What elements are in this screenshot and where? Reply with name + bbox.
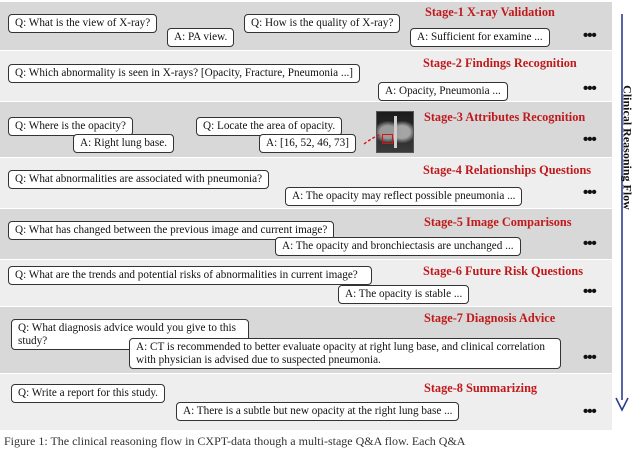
stage-1-answer-2: A: Sufficient for examine ...	[410, 28, 550, 47]
stage-2-title: Stage-2 Findings Recognition	[423, 56, 577, 70]
stage-3-title: Stage-3 Attributes Recognition	[424, 110, 586, 124]
stage-3-answer-2: A: [16, 52, 46, 73]	[259, 134, 356, 153]
stage-5-answer: A: The opacity and bronchiectasis are unchanged ...	[275, 237, 521, 256]
stage-3-question-1: Q: Where is the opacity?	[8, 117, 133, 136]
flow-label: Clinical Reasoning Flow	[620, 85, 635, 210]
stage-3-answer-1: A: Right lung base.	[73, 134, 174, 153]
stage-6-title: Stage-6 Future Risk Questions	[423, 264, 583, 278]
stage-4-title: Stage-4 Relationships Questions	[423, 163, 592, 177]
stage-8-more-icon[interactable]: •••	[583, 403, 596, 420]
stage-3-more-icon[interactable]: •••	[583, 131, 596, 148]
stage-2-answer: A: Opacity, Pneumonia ...	[378, 82, 508, 101]
stage-8-title: Stage-8 Summarizing	[424, 381, 538, 395]
stage-4-more-icon[interactable]: •••	[583, 184, 596, 201]
stage-7-title: Stage-7 Diagnosis Advice	[424, 311, 556, 325]
stage-3-question-2: Q: Locate the area of opacity.	[196, 117, 342, 136]
stage-1-more-icon[interactable]: •••	[583, 27, 596, 44]
stage-4-question: Q: What abnormalities are associated with pneumonia?	[8, 170, 269, 189]
stage-5-more-icon[interactable]: •••	[583, 235, 596, 252]
stage-5-question: Q: What has changed between the previous image and current image?	[8, 221, 334, 240]
stage-1-question-1: Q: What is the view of X-ray?	[8, 14, 157, 33]
stage-7-more-icon[interactable]: •••	[583, 349, 596, 366]
stage-2-question: Q: Which abnormality is seen in X-rays? [Opacity, Fracture, Pneumonia ...]	[8, 64, 360, 83]
stage-8-question: Q: Write a report for this study.	[11, 384, 165, 403]
figure-caption: Figure 1: The clinical reasoning flow in CXPT-data though a multi-stage Q&A flow. Each Q&A	[4, 434, 466, 448]
stage-1-title: Stage-1 X-ray Validation	[425, 5, 555, 19]
stage-7-answer: A: CT is recommended to better evaluate opacity at right lung base, and clinical correlation with physician is advised due to suspected pneumonia.	[129, 338, 561, 369]
stage-1-answer-1: A: PA view.	[167, 28, 234, 47]
stage-4-answer: A: The opacity may reflect possible pneumonia ...	[285, 187, 522, 206]
stage-6-question: Q: What are the trends and potential risks of abnormalities in current image?	[8, 266, 372, 285]
stage-5-title: Stage-5 Image Comparisons	[424, 215, 572, 229]
stage-6-answer: A: The opacity is stable ...	[338, 285, 469, 304]
stage-1-question-2: Q: How is the quality of X-ray?	[244, 14, 400, 33]
stage-2-more-icon[interactable]: •••	[583, 80, 596, 97]
stage-8-answer: A: There is a subtle but new opacity at the right lung base ...	[176, 402, 459, 421]
stage-6-more-icon[interactable]: •••	[583, 283, 596, 300]
stage-7-question: Q: What diagnosis advice would you give to this study?	[11, 319, 249, 350]
